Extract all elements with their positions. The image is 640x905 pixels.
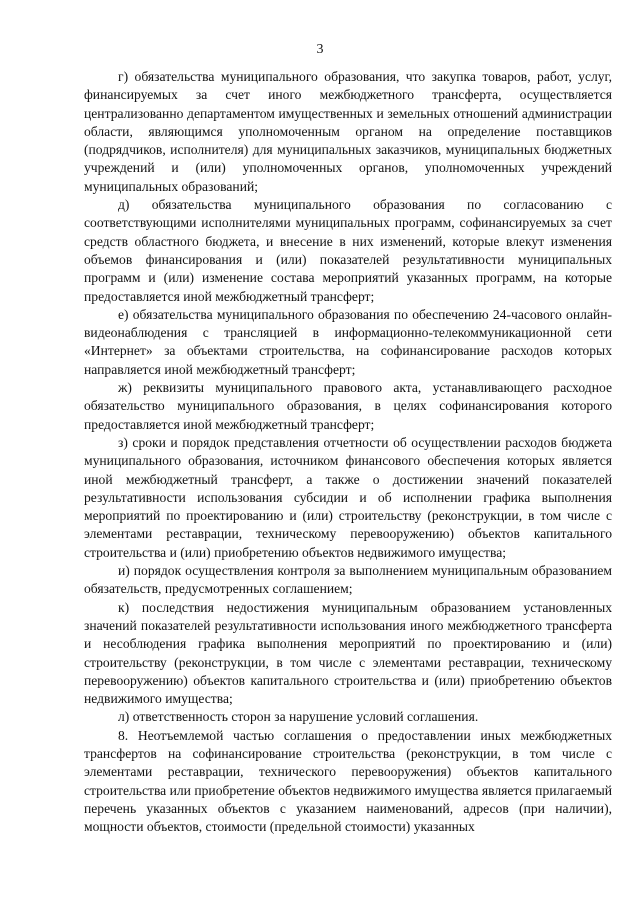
paragraph-8: 8. Неотъемлемой частью соглашения о предоставлении иных межбюджетных трансфертов на софинансирование строительства (реконструкции, в том числе с элементами реставрации, технического перевооружения) объектов капитального строительства или приобретение объектов недвижимого имущества является прилагаемый перечень указанных объектов с указанием наименований, адресов (при наличии), мощности объектов, стоимости (предельной стоимости) указанных: [84, 727, 612, 835]
paragraph-e: е) обязательства муниципального образования по обеспечению 24-часового онлайн-видеонаблюдения с трансляцией в информационно-телекоммуникационной сети «Интернет» за объектами строительства, на софинансирование расходов которых направляется иной межбюджетный трансферт;: [84, 306, 612, 377]
paragraph-l: л) ответственность сторон за нарушение условий соглашения.: [118, 709, 479, 725]
paragraph-k: к) последствия недостижения муниципальным образованием установленных значений показателей результативности использования иного межбюджетного трансферта и несоблюдения графика выполнения мероприятий по проектированию и (или) строительству (реконструкции, в том числе с элементами реставрации, техническому перевооружению) объектов капитального строительства и (или) приобретению объектов недвижимого имущества;: [84, 599, 612, 707]
paragraph-i: и) порядок осуществления контроля за выполнением муниципальным образованием обязательств, предусмотренных соглашением;: [84, 563, 612, 597]
paragraph-d: д) обязательства муниципального образования по согласованию с соответствующими исполнителями муниципальных программ, софинансируемых за счет средств областного бюджета, и внесение в них изменений, которые влекут изменения объемов финансирования и (или) показателей результативности муниципальных программ и (или) изменение состава мероприятий указанных программ, на которые предоставляется иной межбюджетный трансферт;: [84, 197, 612, 304]
paragraph-z: з) сроки и порядок представления отчетности об осуществлении расходов бюджета муниципального образования, источником финансового обеспечения которых является иной межбюджетный трансферт, а также о достижении значений показателей результативности использования субсидии и об исполнении графика выполнения мероприятий по проектированию и (или) строительству (реконструкции, в том числе с элементами реставрации, техническому перевооружению) объектов капитального строительства и (или) приобретению объектов недвижимого имущества;: [84, 434, 612, 560]
document-body: [84, 68, 612, 836]
page-number: 3: [316, 42, 324, 57]
paragraph-zh: ж) реквизиты муниципального правового акта, устанавливающего расходное обязательство муниципального образования, в целях софинансирования которого предоставляется иной межбюджетный трансферт;: [84, 380, 612, 432]
paragraph-g: г) обязательства муниципального образования, что закупка товаров, работ, услуг, финансируемых за счет иного межбюджетного трансферта, осуществляется централизованно департаментом имущественных и земельных отношений администрации области, являющимся уполномоченным органом на определение поставщиков (подрядчиков, исполнителя) для муниципальных заказчиков, муниципальных бюджетных учреждений и (или) уполномоченных органов, уполномоченных учреждений муниципальных образований;: [84, 69, 612, 194]
